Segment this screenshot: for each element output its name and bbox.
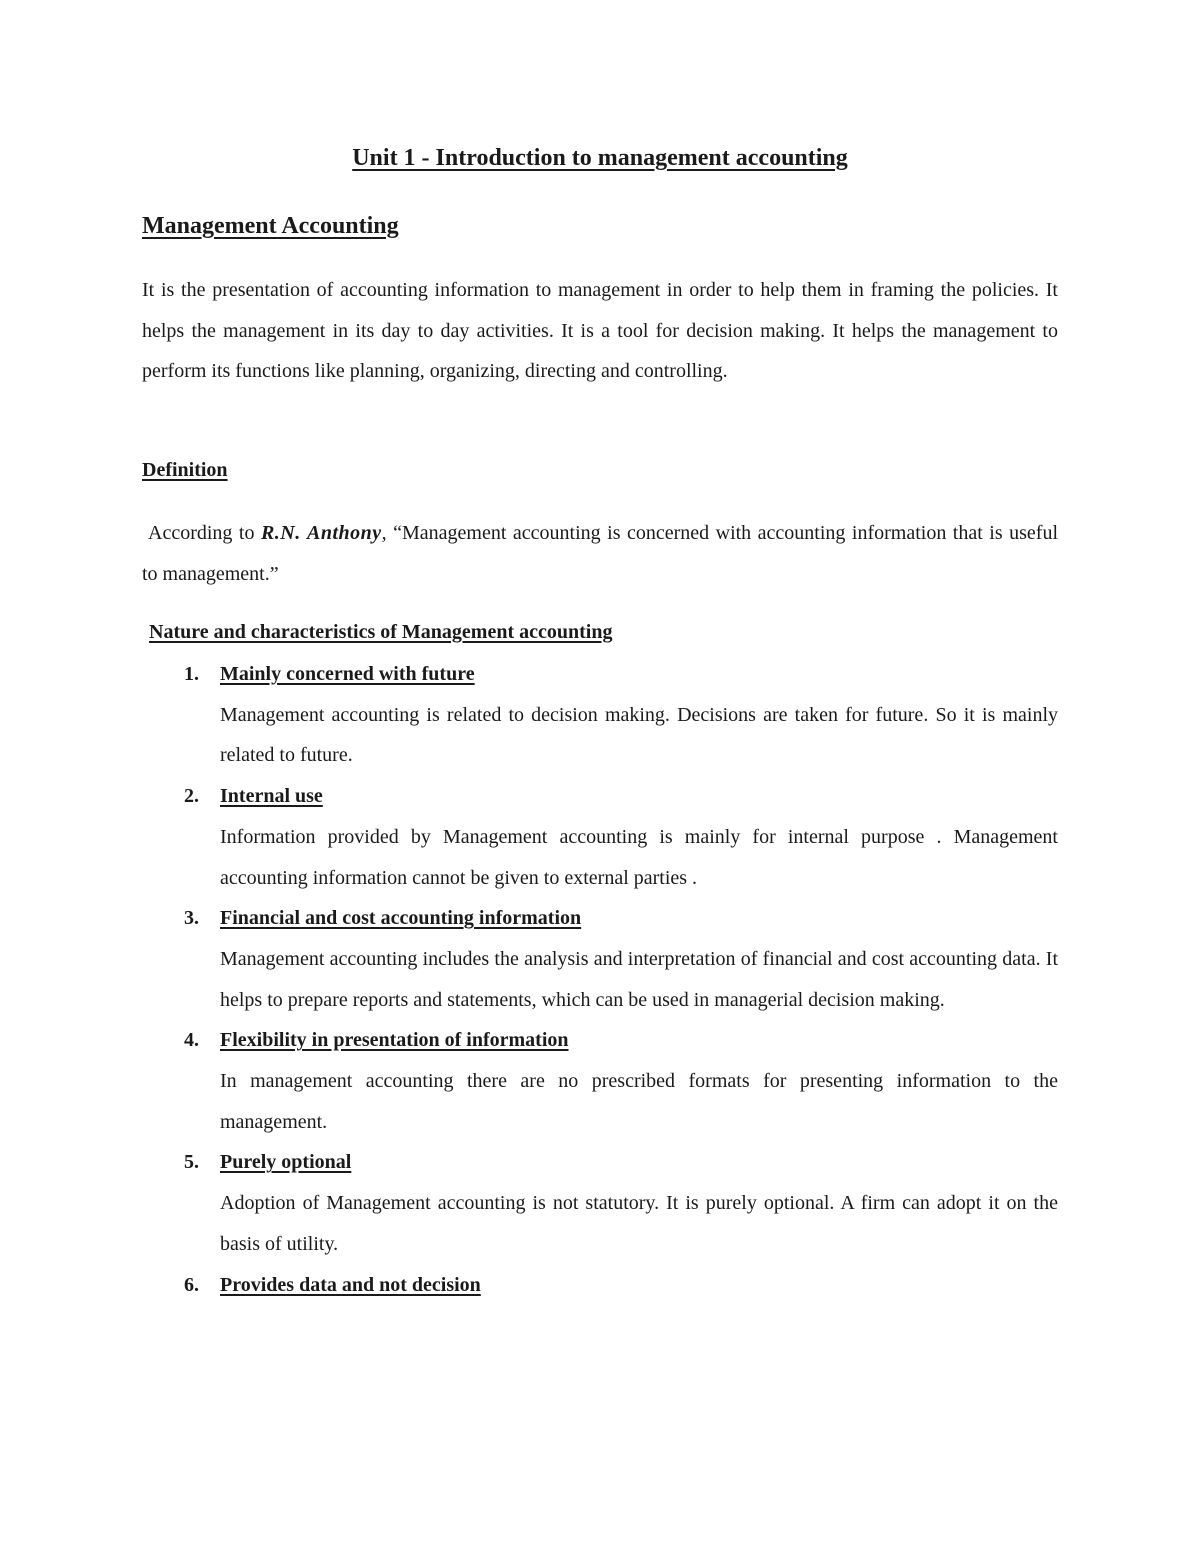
- list-item: [0, 1142, 1058, 1264]
- list-item-heading: Internal use: [220, 785, 323, 808]
- page-title: Unit 1 - Introduction to management accounting: [352, 145, 848, 171]
- list-item-number: 4.: [184, 1029, 199, 1052]
- list-item-number: 1.: [184, 663, 199, 685]
- list-item-heading: Provides data and not decision: [220, 1273, 481, 1296]
- list-item-body: Management accounting is related to decision making. Decisions are taken for future. So it is mainly related to future.: [220, 703, 1058, 767]
- list-item-heading: Purely optional: [220, 1151, 352, 1174]
- nature-heading: Nature and characteristics of Management accounting: [149, 621, 613, 643]
- list-item-body: Information provided by Management accounting is mainly for internal purpose . Management accounting information cannot be given to external parties .: [220, 825, 1058, 889]
- definition-author: R.N. Anthony: [260, 522, 382, 544]
- list-item-number: 3.: [184, 907, 199, 930]
- definition-paragraph: [142, 513, 1058, 594]
- list-item-body: Adoption of Management accounting is not statutory. It is purely optional. A firm can adopt it on the basis of utility.: [220, 1192, 1058, 1255]
- definition-prefix: According to: [148, 522, 261, 544]
- list-item: [0, 654, 1058, 776]
- list-item-number: 2.: [184, 785, 199, 808]
- list-item-heading: Mainly concerned with future: [220, 663, 475, 685]
- list-item-body: Management accounting includes the analysis and interpretation of financial and cost accounting data. It helps to prepare reports and statements, which can be used in managerial decision making.: [220, 947, 1058, 1011]
- list-item-number: 6.: [184, 1273, 199, 1296]
- list-item-heading: Financial and cost accounting information: [220, 907, 582, 930]
- list-item: [0, 776, 1058, 898]
- list-item: [0, 1265, 1058, 1306]
- characteristics-list: [0, 654, 1200, 1305]
- intro-paragraph: It is the presentation of accounting information to management in order to help them in framing the policies. It helps the management in its day to day activities. It is a tool for decision making. It helps the management to perform its functions like planning, organizing, directing and controlling.: [142, 279, 1058, 383]
- definition-heading: Definition: [142, 459, 228, 481]
- section-heading: Management Accounting: [142, 213, 399, 239]
- list-item: [0, 898, 1058, 1020]
- list-item-body: In management accounting there are no prescribed formats for presenting information to the management.: [220, 1070, 1058, 1133]
- definition-quote: , “Management accounting is concerned with accounting information that is useful to management.”: [142, 522, 1058, 585]
- list-item-heading: Flexibility in presentation of information: [220, 1029, 569, 1052]
- list-item: [0, 1020, 1058, 1142]
- list-item-number: 5.: [184, 1151, 199, 1174]
